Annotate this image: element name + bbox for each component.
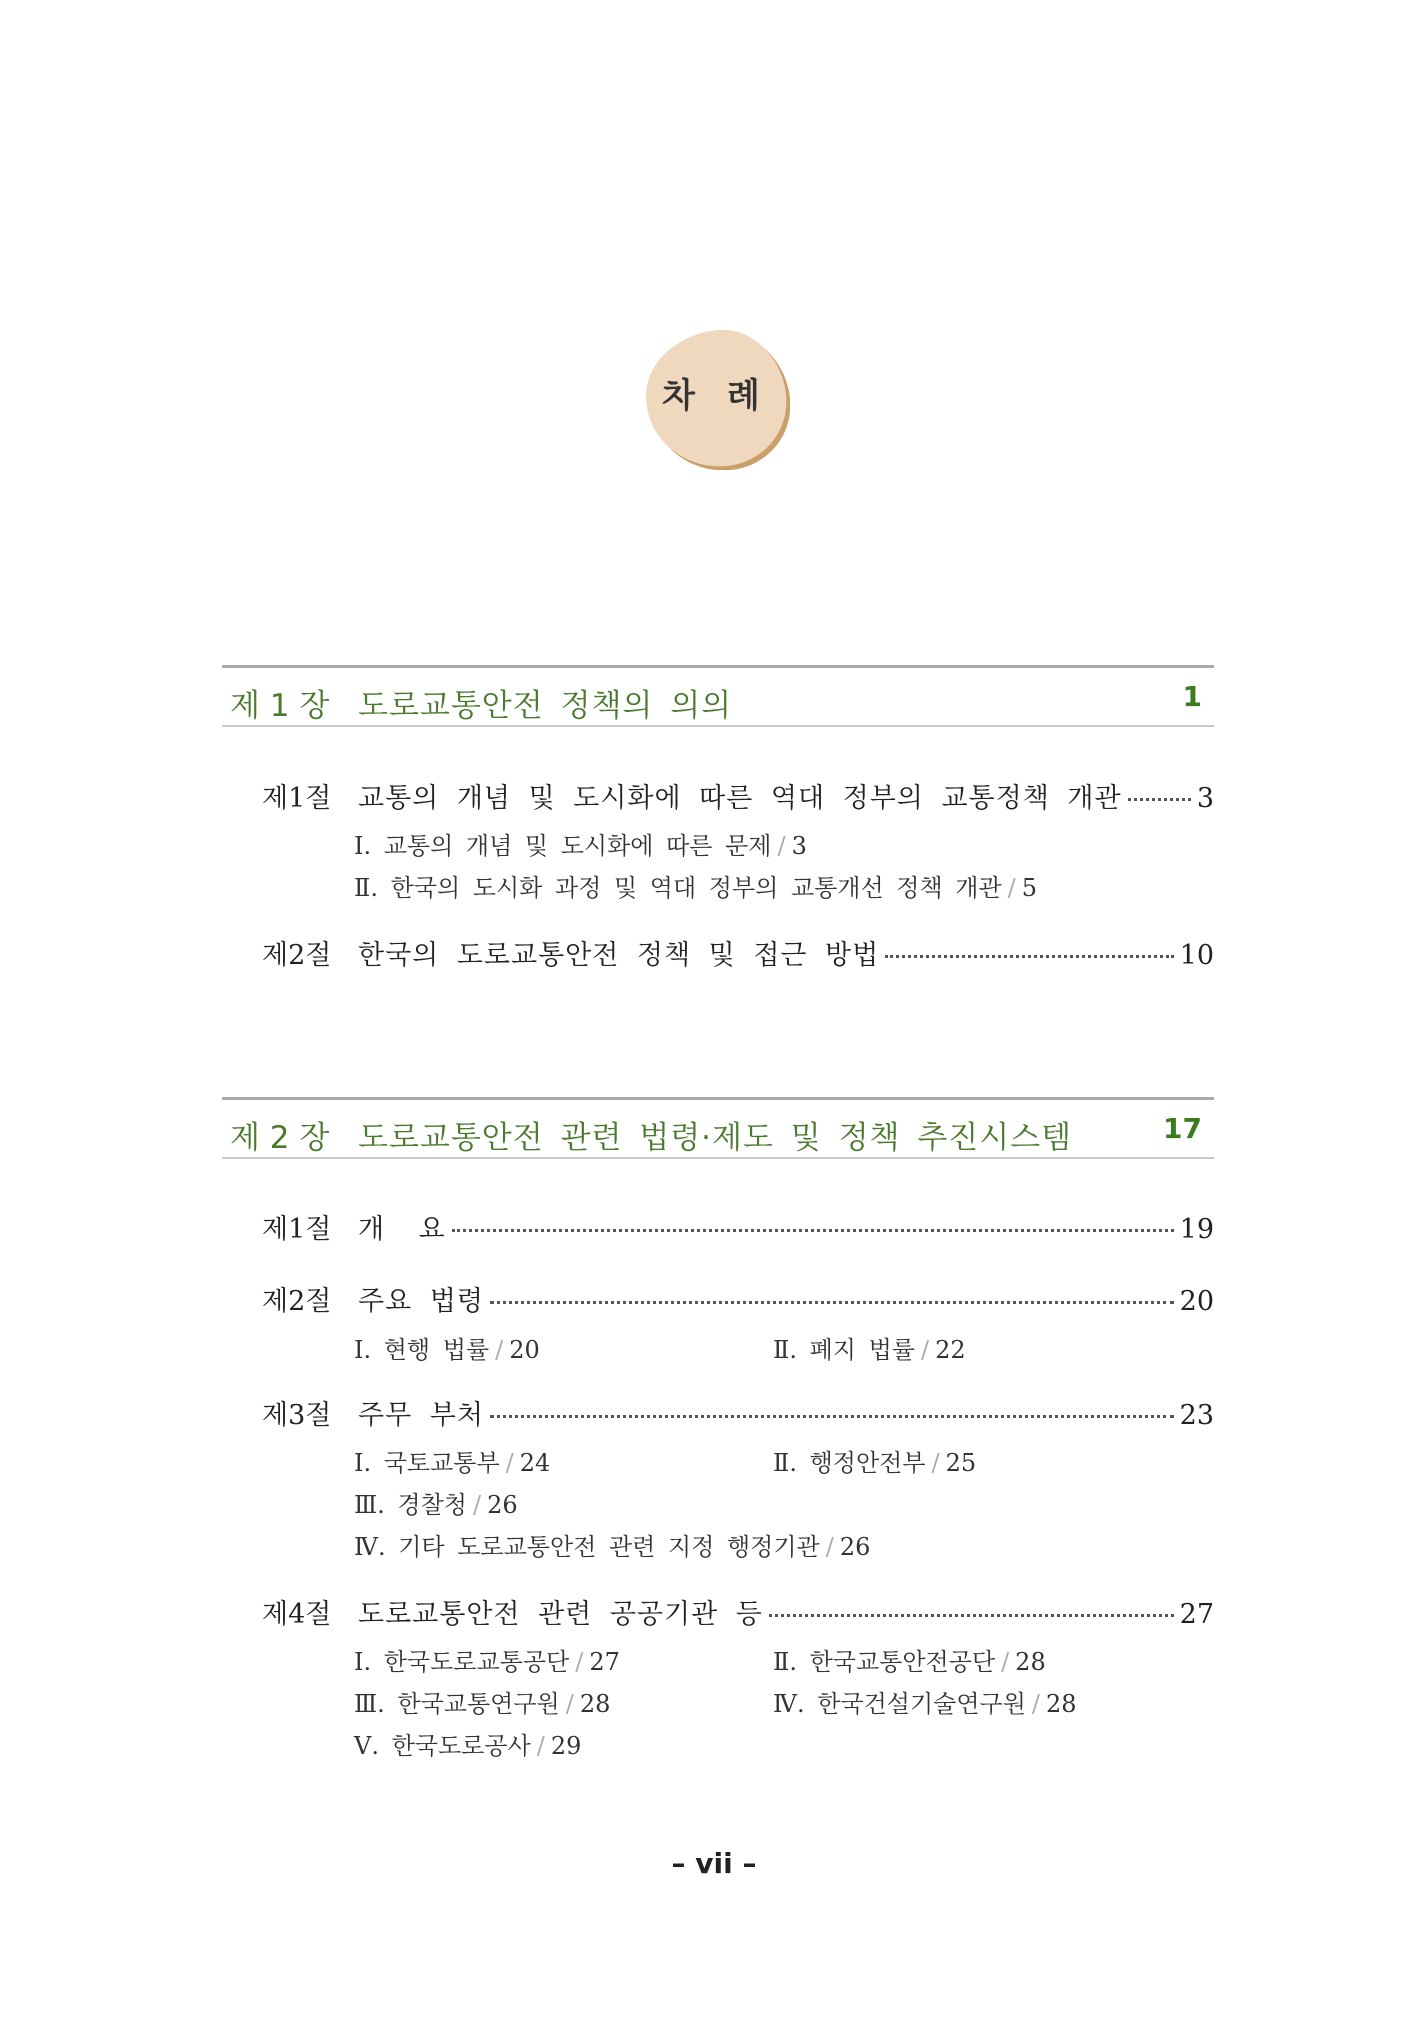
section-number: 제2절 [262,940,332,971]
chapter-1-header[interactable] [222,665,1214,727]
subsection-title: 폐지 법률 [809,1336,915,1364]
section-number: 제3절 [262,1400,332,1431]
chapter-number: 제 1 장 [230,688,330,724]
section-page: 3 [1196,783,1214,814]
subsection-numeral: Ⅱ. [354,874,378,902]
subsection-item[interactable]: Ⅰ. 교통의 개념 및 도시화에 따른 문제 / 3 [354,832,807,860]
chapter-title: 도로교통안전 관련 법령·제도 및 정책 추진시스템 [358,1120,1073,1156]
section-2-2[interactable] [262,1279,1214,1319]
subsection-page: 26 [839,1533,871,1561]
section-page: 23 [1179,1400,1214,1431]
chapter-2-header[interactable] [222,1097,1214,1159]
chapter-page: 1 [1182,680,1202,713]
section-page: 20 [1179,1286,1214,1317]
leader-dots [769,1614,1174,1617]
page-number: – vii – [671,1847,757,1880]
subsection-numeral: Ⅲ. [354,1690,385,1718]
toc-title-char-1: 차 [662,375,697,416]
section-title: 주무 부처 [358,1400,484,1431]
subsection-title: 한국의 도시화 과정 및 역대 정부의 교통개선 정책 개관 [390,874,1002,902]
subsection-title: 국토교통부 [383,1449,500,1477]
subsection-numeral: Ⅱ. [773,1648,797,1676]
subsection-numeral: Ⅰ. [354,1648,372,1676]
subsection-title: 교통의 개념 및 도시화에 따른 문제 [383,832,772,860]
subsection-title: 현행 법률 [383,1336,490,1364]
subsection-page: 20 [509,1336,540,1364]
subsection-item[interactable]: Ⅲ. 경찰청 / 26 [354,1491,518,1519]
subsection-page: 28 [1046,1690,1077,1718]
subsection-page: 5 [1021,874,1038,902]
toc-title-char-2: 례 [727,375,762,416]
subsection-page: 3 [791,832,807,860]
toc-title-badge [640,320,790,470]
section-title: 한국의 도로교통안전 정책 및 접근 방법 [358,940,880,971]
subsection-numeral: Ⅳ. [354,1533,386,1561]
subsection-item[interactable]: Ⅳ. 한국건설기술연구원 / 28 [773,1690,1077,1718]
leader-dots [452,1229,1174,1232]
toc-title [640,320,784,464]
subsection-title: 기타 도로교통안전 관련 지정 행정기관 [398,1533,820,1561]
subsection-title: 한국도로공사 [391,1732,531,1760]
section-number: 제1절 [262,783,332,814]
subsection-numeral: Ⅳ. [773,1690,805,1718]
subsection-page: 24 [519,1449,551,1477]
leader-dots [490,1415,1174,1418]
subsection-item[interactable]: Ⅱ. 행정안전부 / 25 [773,1449,977,1477]
section-1-2[interactable] [262,933,1214,973]
subsection-page: 26 [487,1491,518,1519]
section-2-1[interactable] [262,1207,1214,1247]
subsection-page: 25 [945,1449,977,1477]
section-page: 19 [1179,1214,1214,1245]
subsection-title: 경찰청 [397,1491,467,1519]
subsection-item[interactable]: Ⅲ. 한국교통연구원 / 28 [354,1690,611,1718]
chapter-number: 제 2 장 [230,1120,330,1156]
subsection-numeral: Ⅰ. [354,832,372,860]
subsection-item[interactable]: Ⅰ. 국토교통부 / 24 [354,1449,551,1477]
section-page: 10 [1179,940,1214,971]
subsection-item[interactable]: Ⅰ. 현행 법률 / 20 [354,1336,540,1364]
subsection-numeral: Ⅲ. [354,1491,385,1519]
subsection-numeral: Ⅱ. [773,1449,797,1477]
subsection-numeral: Ⅱ. [773,1336,797,1364]
subsection-item[interactable]: Ⅱ. 폐지 법률 / 22 [773,1336,966,1364]
section-number: 제2절 [262,1286,332,1317]
section-1-1[interactable] [262,776,1214,816]
subsection-numeral: Ⅰ. [354,1449,372,1477]
section-title: 주요 법령 [358,1286,484,1317]
subsection-title: 행정안전부 [809,1449,926,1477]
section-title: 교통의 개념 및 도시화에 따른 역대 정부의 교통정책 개관 [358,783,1122,814]
subsection-item[interactable]: Ⅳ. 기타 도로교통안전 관련 지정 행정기관 / 26 [354,1533,871,1561]
subsection-page: 22 [935,1336,966,1364]
section-number: 제4절 [262,1599,332,1630]
leader-dots [1128,798,1191,801]
subsection-page: 29 [550,1732,582,1760]
section-2-4[interactable] [262,1592,1214,1632]
subsection-numeral: Ⅰ. [354,1336,372,1364]
subsection-item[interactable]: Ⅱ. 한국의 도시화 과정 및 역대 정부의 교통개선 정책 개관 / 5 [354,874,1038,902]
subsection-numeral: Ⅴ. [354,1732,379,1760]
section-2-3[interactable] [262,1393,1214,1433]
subsection-page: 28 [1015,1648,1046,1676]
leader-dots [885,955,1173,958]
chapter-page: 17 [1163,1112,1202,1145]
subsection-page: 28 [579,1690,611,1718]
subsection-title: 한국교통연구원 [397,1690,560,1718]
section-page: 27 [1179,1599,1214,1630]
subsection-item[interactable]: Ⅰ. 한국도로교통공단 / 27 [354,1648,620,1676]
subsection-title: 한국교통안전공단 [809,1648,996,1676]
subsection-title: 한국도로교통공단 [383,1648,570,1676]
chapter-title: 도로교통안전 정책의 의의 [358,688,733,724]
section-number: 제1절 [262,1214,332,1245]
leader-dots [490,1301,1174,1304]
subsection-page: 27 [589,1648,620,1676]
subsection-title: 한국건설기술연구원 [817,1690,1026,1718]
section-title: 개 요 [358,1214,446,1245]
subsection-item[interactable]: Ⅴ. 한국도로공사 / 29 [354,1732,582,1760]
subsection-item[interactable]: Ⅱ. 한국교통안전공단 / 28 [773,1648,1046,1676]
section-title: 도로교통안전 관련 공공기관 등 [358,1599,763,1630]
